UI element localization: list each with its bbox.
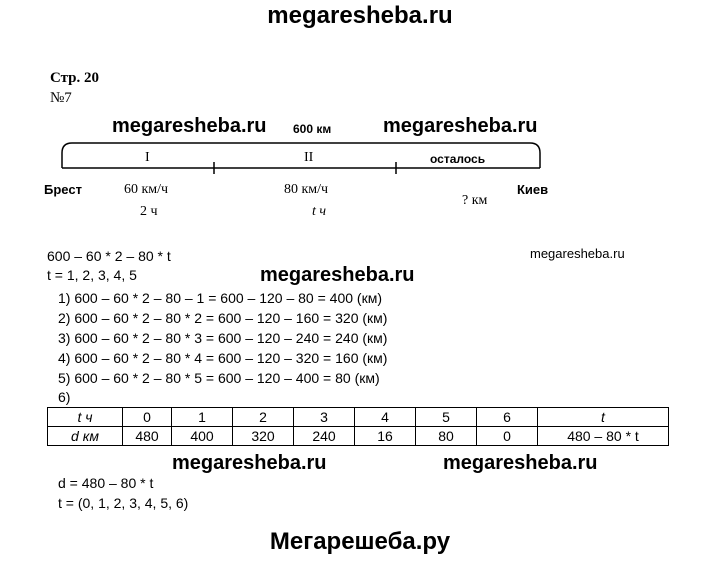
table-cell: 320	[233, 427, 294, 446]
task-number: №7	[50, 90, 72, 106]
city-end: Киев	[517, 182, 549, 197]
table-cell: 80	[416, 427, 477, 446]
formula: d = 480 – 80 * t	[58, 475, 154, 491]
table-row	[48, 408, 669, 427]
diagram-total: 600 км	[293, 122, 332, 136]
table-row	[48, 427, 669, 446]
table-cell: 5	[416, 408, 477, 427]
segment-1-time: 2 ч	[140, 204, 158, 219]
city-start: Брест	[44, 182, 82, 197]
table-cell: 6	[477, 408, 538, 427]
t-values: t = 1, 2, 3, 4, 5	[47, 267, 137, 283]
segment-3-label: осталось	[430, 152, 486, 166]
segment-2-speed: 80 км/ч	[284, 182, 329, 197]
table-cell: 16	[355, 427, 416, 446]
solution-line: 5) 600 – 60 * 2 – 80 * 5 = 600 – 120 – 400 = 80 (км)	[58, 370, 380, 386]
table-cell: 3	[294, 408, 355, 427]
table-cell: 0	[477, 427, 538, 446]
table-cell: 480 – 80 * t	[538, 427, 669, 446]
watermark-diagram-right: megaresheba.ru	[383, 115, 538, 137]
table-cell: 0	[123, 408, 172, 427]
segment-2-label: II	[304, 150, 314, 165]
watermark-table-left: megaresheba.ru	[172, 452, 327, 474]
watermark-table-right: megaresheba.ru	[443, 452, 598, 474]
solution-line: 1) 600 – 60 * 2 – 80 – 1 = 600 – 120 – 80 = 400 (км)	[58, 290, 382, 306]
watermark-diagram-left: megaresheba.ru	[112, 115, 267, 137]
table-cell: 400	[172, 427, 233, 446]
table-cell: 4	[355, 408, 416, 427]
segment-2-time: t ч	[312, 204, 327, 219]
watermark-small-right: megaresheba.ru	[530, 246, 625, 261]
solution-line: 6)	[58, 389, 71, 405]
segment-1-label: I	[145, 150, 150, 165]
t-domain: t = (0, 1, 2, 3, 4, 5, 6)	[58, 495, 189, 511]
table-cell: t ч	[48, 408, 123, 427]
solution-line: 2) 600 – 60 * 2 – 80 * 2 = 600 – 120 – 160 = 320 (км)	[58, 310, 388, 326]
watermark-center: megaresheba.ru	[260, 264, 415, 286]
solution-line: 3) 600 – 60 * 2 – 80 * 3 = 600 – 120 – 240 = 240 (км)	[58, 330, 388, 346]
table-cell: 2	[233, 408, 294, 427]
solution-line: 4) 600 – 60 * 2 – 80 * 4 = 600 – 120 – 320 = 160 (км)	[58, 350, 388, 366]
table-cell: d км	[48, 427, 123, 446]
table-cell: 480	[123, 427, 172, 446]
table-cell: 240	[294, 427, 355, 446]
expression: 600 – 60 * 2 – 80 * t	[47, 248, 171, 264]
table-cell: t	[538, 408, 669, 427]
segment-1-speed: 60 км/ч	[124, 182, 169, 197]
table-cell: 1	[172, 408, 233, 427]
segment-3-distance: ? км	[462, 193, 488, 208]
values-table	[47, 407, 669, 446]
watermark-bottom: Мегарешеба.ру	[269, 528, 451, 555]
watermark-top: megaresheba.ru	[267, 2, 453, 29]
page-number: Стр. 20	[50, 70, 100, 86]
